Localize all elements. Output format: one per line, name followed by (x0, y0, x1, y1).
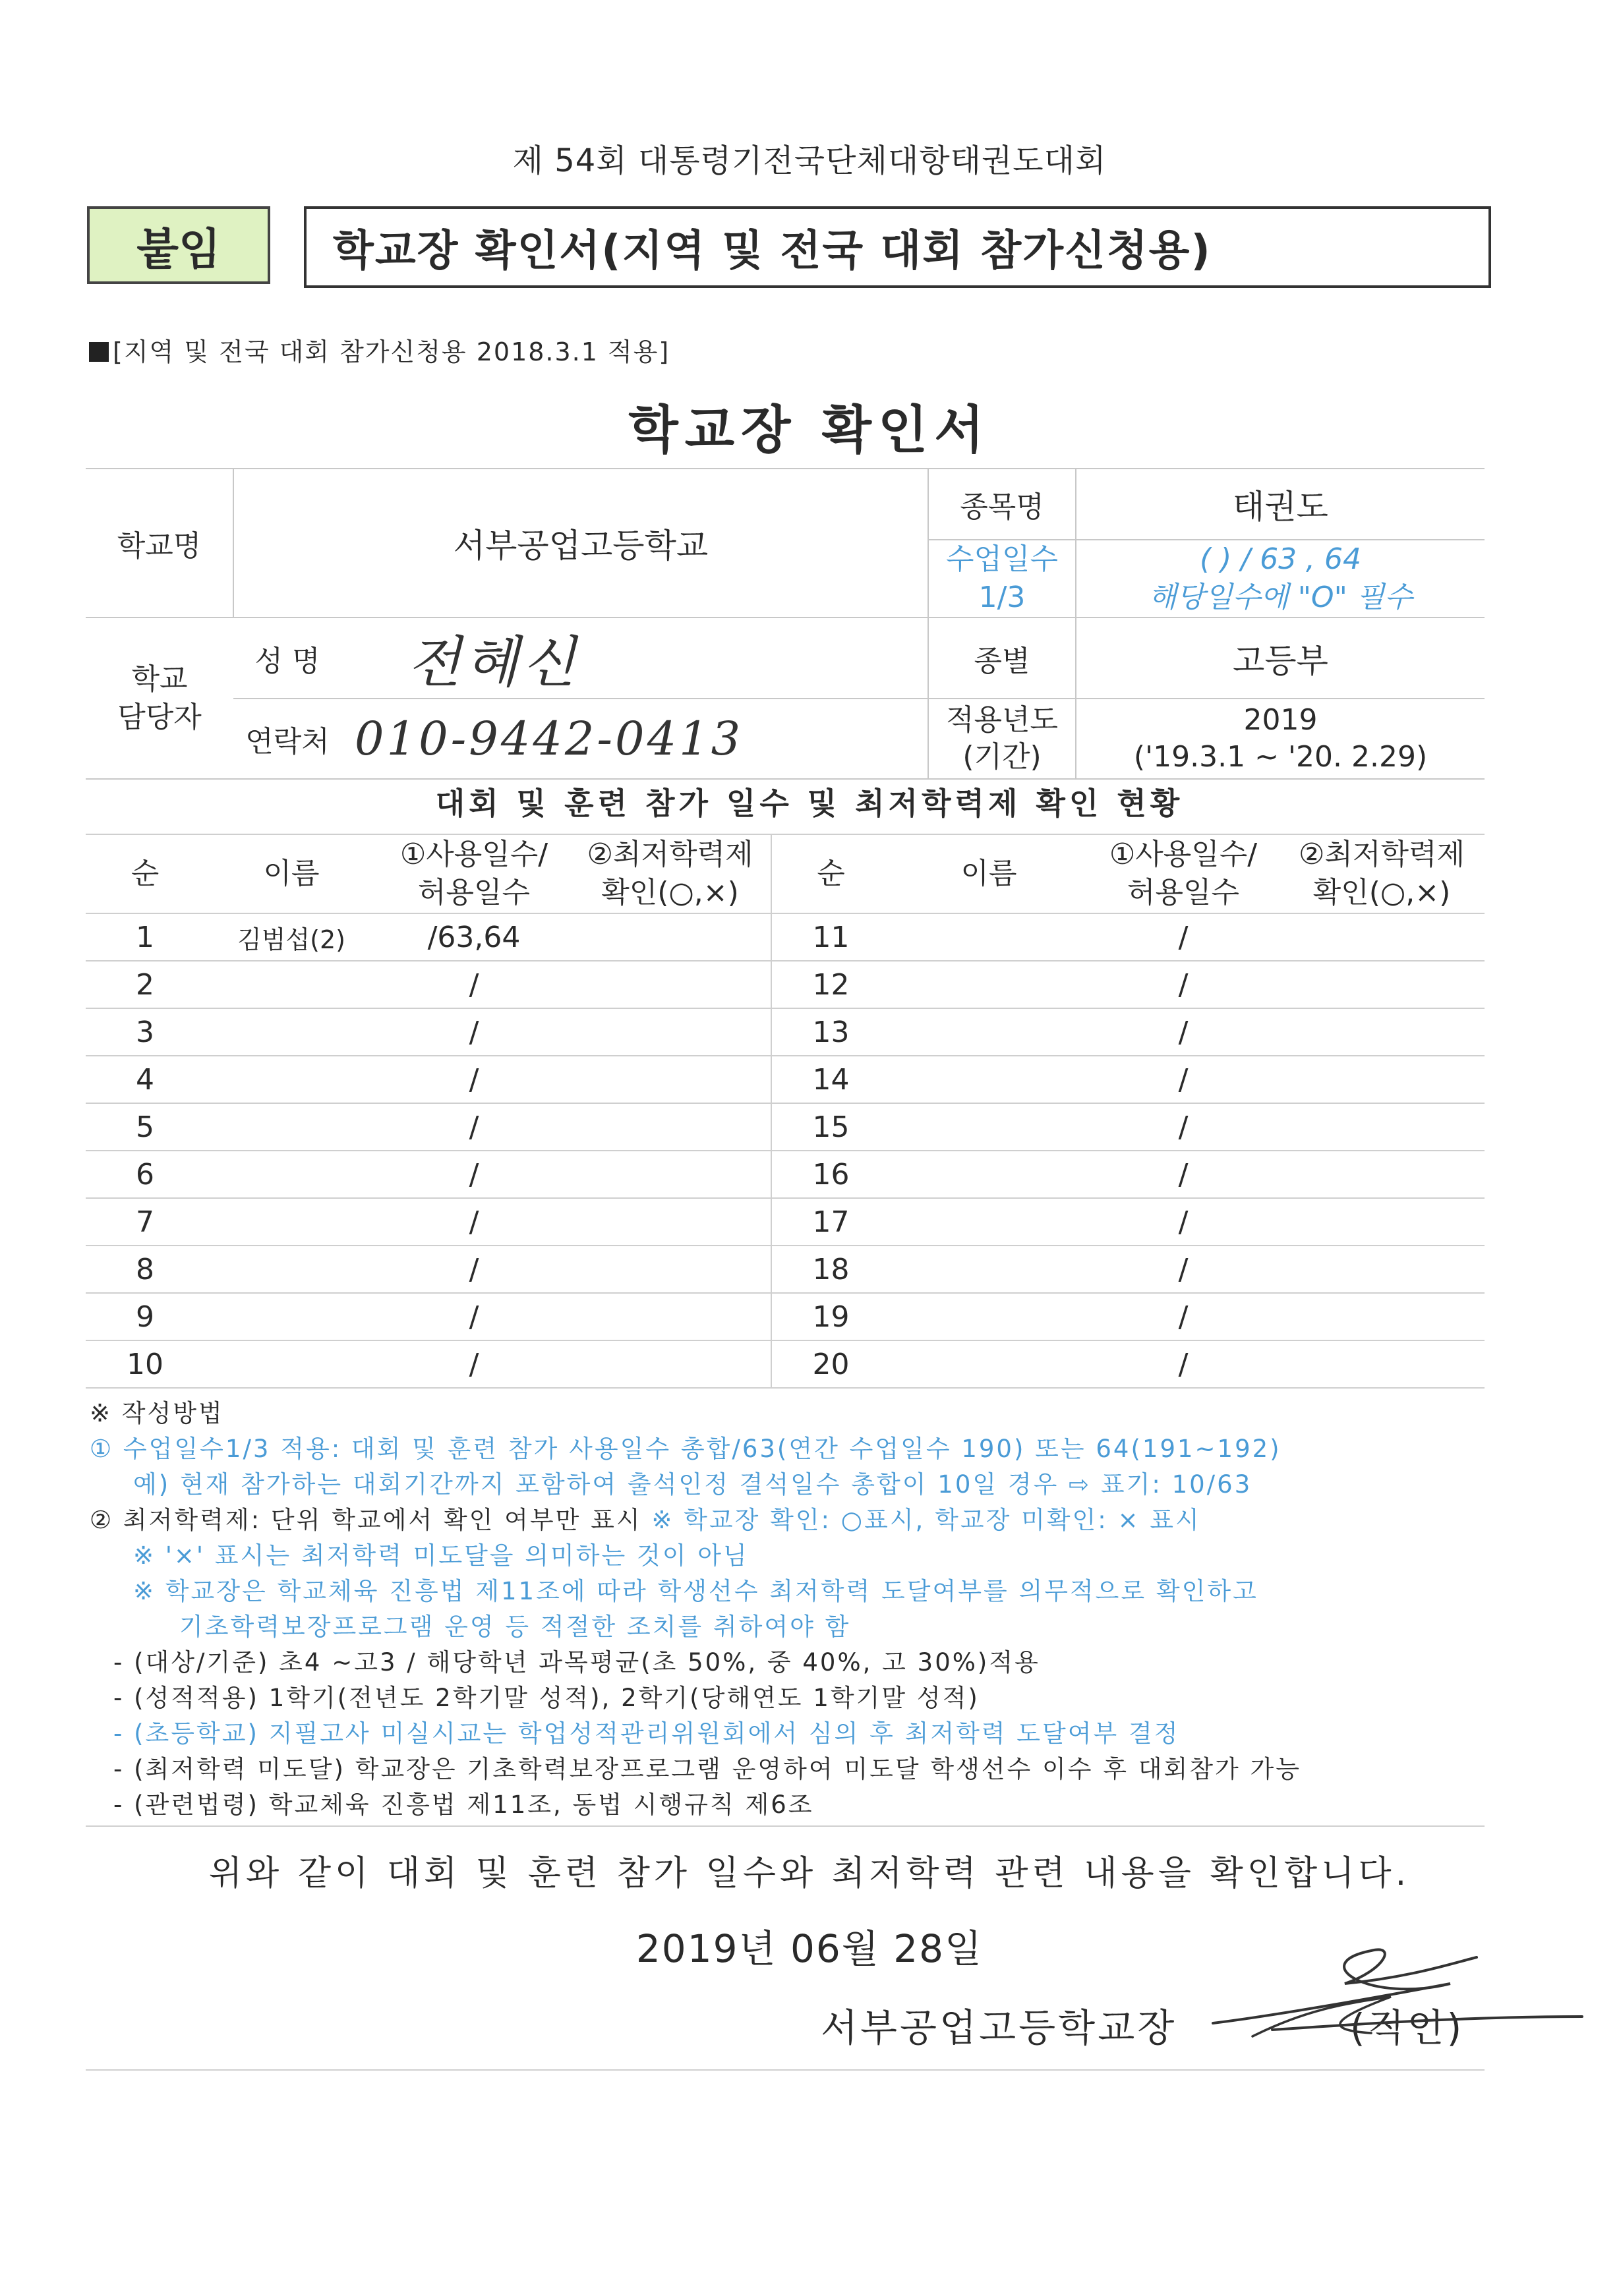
row-name (204, 1151, 378, 1198)
row-name (890, 1246, 1088, 1293)
row-name (204, 1198, 378, 1246)
note-line-2: 예) 현재 참가하는 대회기간까지 포함하여 출석인정 결석일수 총합이 10일 경우 ⇨ 표기: 10/63 (133, 1470, 1252, 1499)
division-label: 종별 (928, 617, 1076, 699)
col-days-line1: ①사용일수/ (399, 838, 548, 871)
row-no: 8 (86, 1246, 204, 1293)
row-days: / (378, 1293, 570, 1340)
row-name (890, 961, 1088, 1008)
document-title: 학교장 확인서 (628, 401, 991, 460)
notes-heading: ※ 작성방법 (90, 1399, 224, 1427)
note-line-10: - (최저학력 미도달) 학교장은 기초학력보장프로그램 운영하여 미도달 학생선수 이수 후 대회참가 가능 (113, 1755, 1302, 1783)
table-row (86, 1246, 1485, 1293)
row-check (570, 1151, 771, 1198)
info-table (86, 468, 1485, 780)
row-days: / (1088, 1151, 1279, 1198)
row-days: / (1088, 1293, 1279, 1340)
days-value-line1: ( ) / 63 , 64 (1199, 542, 1362, 576)
signature-icon (1173, 1924, 1595, 2056)
staff-label-line1: 학교 (131, 662, 188, 696)
row-days: / (378, 1151, 570, 1198)
note-line-5: ※ 학교장은 학교체육 진흥법 제11조에 따라 학생선수 최저학력 도달여부를 의무적으로 확인하고 (133, 1577, 1258, 1605)
event-value: 태권도 (1076, 469, 1485, 540)
row-check (570, 1198, 771, 1246)
year-value (1076, 699, 1485, 779)
row-no: 19 (771, 1293, 890, 1340)
row-check (570, 1008, 771, 1056)
col-no-right: 순 (771, 834, 890, 913)
participation-table (86, 834, 1485, 1389)
col-days-line2: 허용일수 (417, 876, 530, 909)
row-days: / (378, 1198, 570, 1246)
note-line-8: - (성적적용) 1학기(전년도 2학기말 성적), 2학기(당해연도 1학기말 성적) (113, 1684, 980, 1712)
row-days: / (1088, 961, 1279, 1008)
name-label: 성 명 (233, 617, 341, 699)
row-check (570, 1246, 771, 1293)
row-days: / (1088, 1340, 1279, 1388)
section-title: 대회 및 훈련 참가 일수 및 최저학력제 확인 현황 (435, 786, 1184, 821)
note-line-3b: ※ 학교장 확인: ○표시, 학교장 미확인: × 표시 (651, 1506, 1201, 1534)
col-days-line2: 허용일수 (1127, 876, 1239, 909)
row-name: 김범섭(2) (204, 913, 378, 961)
col-no-left: 순 (86, 834, 204, 913)
applied-note-text: [지역 및 전국 대회 참가신청용 2018.3.1 적용] (113, 337, 670, 366)
row-check (1279, 1340, 1485, 1388)
row-days: / (1088, 913, 1279, 961)
row-no: 5 (86, 1103, 204, 1151)
row-no: 20 (771, 1340, 890, 1388)
year-label-line1: 적용년도 (945, 703, 1058, 737)
attachment-title: 학교장 확인서(지역 및 전국 대회 참가신청용) (304, 206, 1491, 288)
row-no: 3 (86, 1008, 204, 1056)
seal-label: (직인) (1350, 2005, 1465, 2050)
contact-value (341, 699, 928, 779)
row-no: 12 (771, 961, 890, 1008)
row-check (570, 1293, 771, 1340)
note-line-1: ① 수업일수1/3 적용: 대회 및 훈련 참가 사용일수 총합/63(연간 수업일수 190) 또는 64(191~192) (90, 1435, 1281, 1463)
row-name (890, 1340, 1088, 1388)
days-label-line2: 1/3 (978, 581, 1026, 614)
row-no: 7 (86, 1198, 204, 1246)
year-value-line2: ('19.3.1 ~ '20. 2.29) (1133, 740, 1428, 774)
note-line-7: - (대상/기준) 초4 ~고3 / 해당학년 과목평균(초 50%, 중 40%, 고 30%)적용 (113, 1648, 1040, 1677)
row-days: / (378, 1340, 570, 1388)
row-name (204, 1246, 378, 1293)
note-line-6: 기초학력보장프로그램 운영 등 적절한 조치를 취하여야 함 (179, 1613, 851, 1641)
table-row (86, 1293, 1485, 1340)
contest-title: 제 54회 대통령기전국단체대항태권도대회 (512, 142, 1107, 179)
col-check-left (570, 834, 771, 913)
contact-label: 연락처 (233, 699, 341, 779)
row-name (890, 913, 1088, 961)
row-name (890, 1151, 1088, 1198)
row-no: 15 (771, 1103, 890, 1151)
year-value-line1: 2019 (1243, 703, 1318, 737)
table-row (86, 1198, 1485, 1246)
col-name-right: 이름 (890, 834, 1088, 913)
note-line-11: - (관련법령) 학교체육 진흥법 제11조, 동법 시행규칙 제6조 (113, 1791, 814, 1819)
square-bullet-icon (89, 342, 109, 362)
note-line-9: - (초등학교) 지필고사 미실시교는 학업성적관리위원회에서 심의 후 최저학력 도달여부 결정 (113, 1719, 1180, 1748)
row-no: 10 (86, 1340, 204, 1388)
handwritten-contact: 010-9442-0413 (355, 712, 744, 766)
row-no: 4 (86, 1056, 204, 1103)
row-no: 11 (771, 913, 890, 961)
row-days: / (1088, 1198, 1279, 1246)
row-no: 18 (771, 1246, 890, 1293)
row-name (890, 1293, 1088, 1340)
row-no: 2 (86, 961, 204, 1008)
row-days: / (1088, 1246, 1279, 1293)
school-name: 서부공업고등학교 (233, 469, 928, 617)
table-row (86, 1151, 1485, 1198)
staff-label (86, 617, 233, 779)
row-name (890, 1103, 1088, 1151)
days-label (928, 540, 1076, 617)
principal-name: 서부공업고등학교장 (821, 2005, 1177, 2050)
days-value (1076, 540, 1485, 617)
days-label-line1: 수업일수 (945, 542, 1058, 576)
col-check-right (1279, 834, 1485, 913)
row-name (204, 1340, 378, 1388)
row-check (1279, 1198, 1485, 1246)
year-label-line2: (기간) (962, 740, 1042, 774)
row-no: 14 (771, 1056, 890, 1103)
row-name (204, 1008, 378, 1056)
note-line-4: ※ '×' 표시는 최저학력 미도달을 의미하는 것이 아님 (133, 1541, 749, 1570)
bottom-divider-line (86, 2069, 1485, 2071)
row-days: / (1088, 1008, 1279, 1056)
school-label: 학교명 (86, 469, 233, 617)
row-name (204, 1293, 378, 1340)
row-days: / (378, 1246, 570, 1293)
row-no: 17 (771, 1198, 890, 1246)
table-row (86, 1103, 1485, 1151)
row-check (570, 961, 771, 1008)
staff-label-line2: 담당자 (117, 700, 202, 734)
table-row (86, 1340, 1485, 1388)
applied-note (89, 331, 670, 368)
row-name (204, 961, 378, 1008)
table-row (86, 1008, 1485, 1056)
row-name (890, 1198, 1088, 1246)
row-no: 16 (771, 1151, 890, 1198)
row-check (570, 1103, 771, 1151)
attachment-label: 붙임 (87, 206, 270, 284)
row-days: / (1088, 1103, 1279, 1151)
division-value: 고등부 (1076, 617, 1485, 699)
row-no: 6 (86, 1151, 204, 1198)
row-name (890, 1056, 1088, 1103)
issue-date: 2019년 06월 28일 (635, 1926, 984, 1971)
row-check (1279, 913, 1485, 961)
table-row (86, 961, 1485, 1008)
col-name-left: 이름 (204, 834, 378, 913)
row-days: / (378, 1103, 570, 1151)
note-line-3a: ② 최저학력제: 단위 학교에서 확인 여부만 표시 (90, 1506, 652, 1534)
divider-line (86, 1825, 1485, 1827)
row-check (570, 1056, 771, 1103)
row-check (1279, 961, 1485, 1008)
col-check-line2: 확인(○,×) (1312, 876, 1451, 909)
col-days-left (378, 834, 570, 913)
col-check-line1: ②최저학력제 (587, 838, 753, 871)
name-value (341, 617, 928, 699)
row-days: / (1088, 1056, 1279, 1103)
row-check (1279, 1008, 1485, 1056)
confirm-statement: 위와 같이 대회 및 훈련 참가 일수와 최저학력 관련 내용을 확인합니다. (208, 1854, 1411, 1893)
row-name (204, 1056, 378, 1103)
row-check (570, 913, 771, 961)
row-days: / (378, 1056, 570, 1103)
row-days: /63,64 (378, 913, 570, 961)
table-row (86, 1056, 1485, 1103)
table-header-row (86, 834, 1485, 913)
note-line-3 (90, 1503, 1527, 1538)
row-days: / (378, 961, 570, 1008)
row-check (1279, 1151, 1485, 1198)
row-check (570, 1340, 771, 1388)
row-check (1279, 1103, 1485, 1151)
handwritten-name: 전혜신 (407, 630, 580, 695)
row-no: 1 (86, 913, 204, 961)
row-name (204, 1103, 378, 1151)
row-check (1279, 1056, 1485, 1103)
row-no: 13 (771, 1008, 890, 1056)
year-label (928, 699, 1076, 779)
col-days-right (1088, 834, 1279, 913)
col-check-line1: ②최저학력제 (1299, 838, 1465, 871)
table-row (86, 913, 1485, 961)
row-name (890, 1008, 1088, 1056)
days-value-line2: 해당일수에 "O" 필수 (1148, 581, 1413, 614)
instructions (90, 1396, 1527, 1823)
row-check (1279, 1246, 1485, 1293)
row-no: 9 (86, 1293, 204, 1340)
row-days: / (378, 1008, 570, 1056)
row-check (1279, 1293, 1485, 1340)
col-days-line1: ①사용일수/ (1109, 838, 1258, 871)
col-check-line2: 확인(○,×) (601, 876, 739, 909)
event-label: 종목명 (928, 469, 1076, 540)
